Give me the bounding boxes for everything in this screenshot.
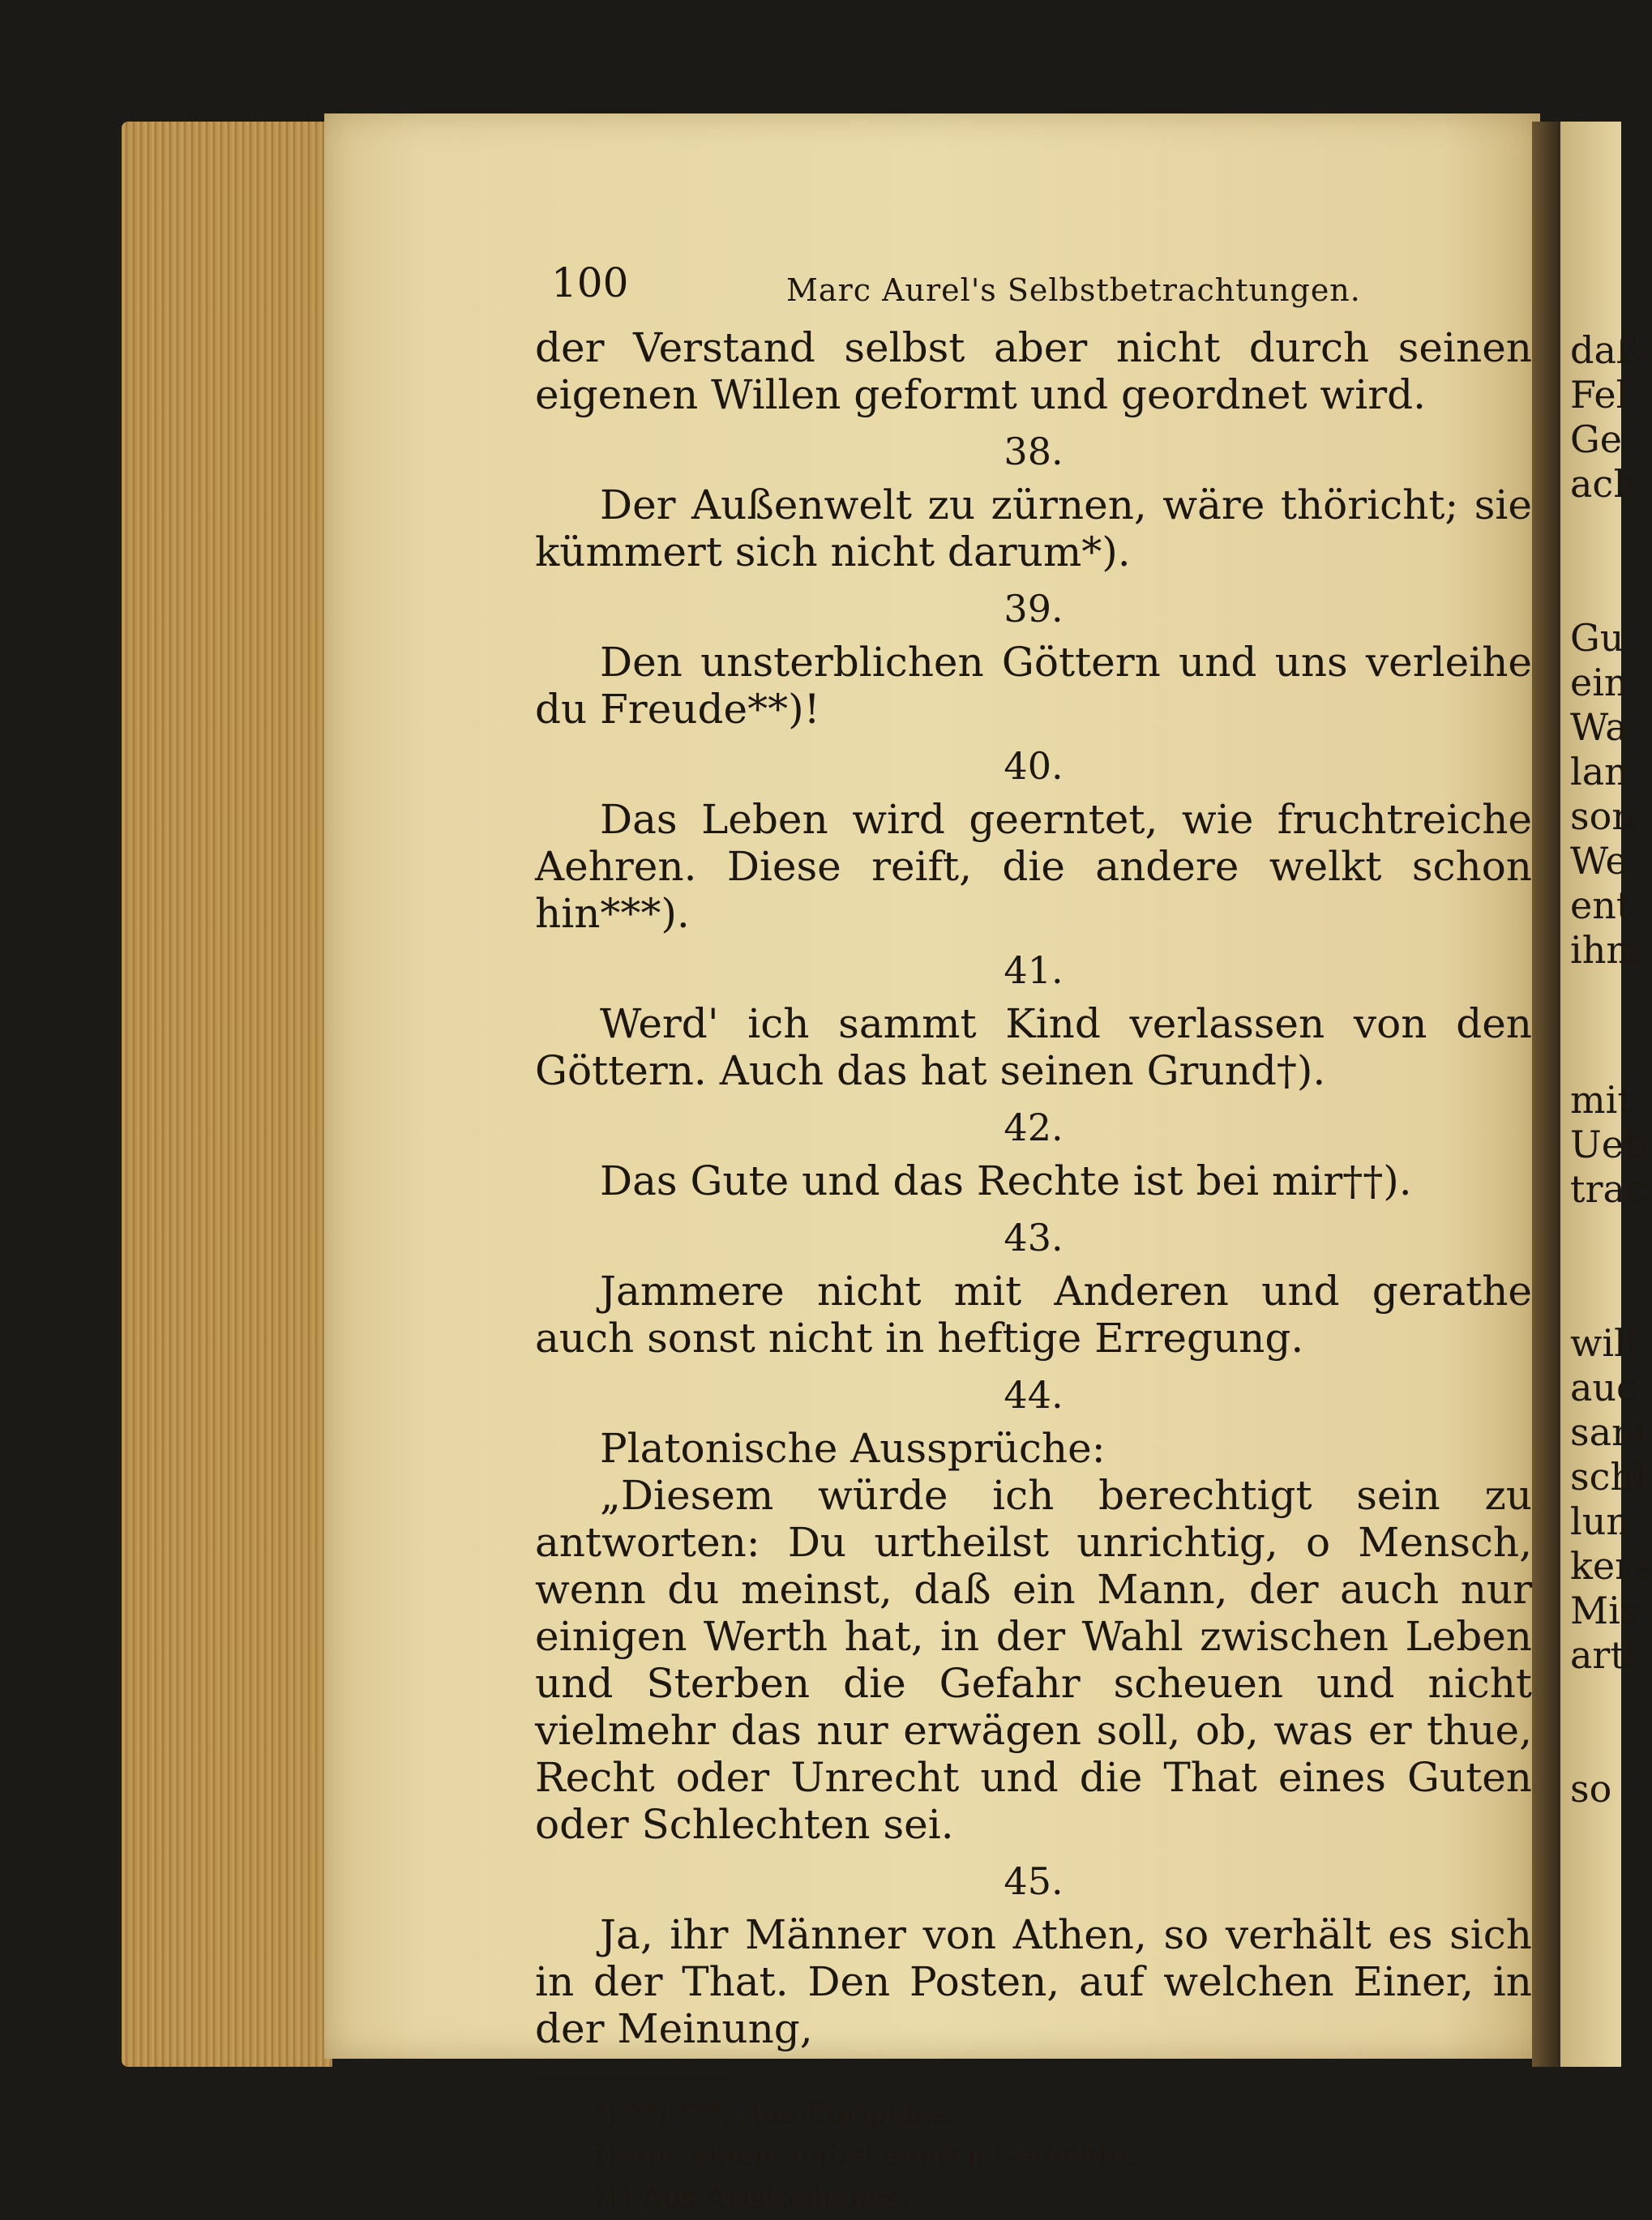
section-number: 44. (1004, 1373, 1064, 1417)
facing-page-text-fragment: mit (1570, 1078, 1633, 1122)
footnote-rule (535, 2077, 730, 2079)
running-title: Marc Aurel's Selbstbetrachtungen. (786, 272, 1361, 308)
book-gutter (1532, 122, 1564, 2067)
facing-page-text-fragment: ent (1570, 883, 1632, 927)
facing-page-text-fragment: ein (1570, 661, 1628, 704)
page-number: 100 (551, 259, 629, 306)
section-number: 39. (1004, 587, 1064, 631)
paragraph: Der Außenwelt zu zürnen, wäre thöricht; sie kümmert sich nicht darum*). (535, 481, 1532, 575)
page-header (535, 243, 1532, 324)
footnote: ††) Aus Aristophanes. (592, 2182, 910, 2215)
page-content (535, 243, 1532, 2220)
facing-page-text-fragment: so (1570, 1767, 1612, 1811)
paragraph: Werd' ich sammt Kind verlassen von den Göttern. Auch das hat seinen Grund†). (535, 1000, 1532, 1094)
paragraph: Das Gute und das Rechte ist bei mir††). (600, 1157, 1412, 1204)
footnotes (535, 2094, 1532, 2220)
facing-page-text-fragment: trac (1570, 1167, 1646, 1211)
book-page-edges (122, 122, 332, 2067)
section-number: 42. (1004, 1106, 1064, 1149)
facing-page-text-fragment: will (1570, 1321, 1638, 1365)
facing-page-text-fragment: ach (1570, 462, 1637, 506)
section-number: 43. (1004, 1216, 1064, 1260)
footnote: †) Aus einem unbekannten Gedichte. (592, 2140, 1136, 2173)
paragraph: Platonische Aussprüche: (600, 1425, 1106, 1472)
facing-page-text-fragment: ihm (1570, 928, 1641, 972)
facing-page-edge (1560, 122, 1652, 2067)
facing-page-text-fragment: son (1570, 794, 1636, 838)
facing-page-text-fragment: arti (1570, 1633, 1637, 1677)
section-number: 40. (1004, 744, 1064, 788)
paragraph: Den unsterblichen Göttern und uns verleihe du Freude**)! (535, 639, 1532, 733)
facing-page-text-fragment: We (1570, 839, 1628, 883)
paragraph: „Diesem würde ich berechtigt sein zu antworten: Du urtheilst unrichtig, o Mensch, wenn du meinst, daß ein Mann, der auch nur einigen Werth hat, in der Wahl zwischen Leben und Sterben die Gefahr scheuen und nicht vielmehr das nur erwägen soll, ob, was er thue, Recht oder Unrecht und die That eines Guten oder Schlechten sei. (535, 1472, 1532, 1848)
paragraph: Das Leben wird geerntet, wie fruchtreiche Aehren. Diese reift, die andere welkt schon hin***). (535, 796, 1532, 937)
facing-page-text-fragment: sam (1570, 1410, 1647, 1454)
facing-page-text-fragment: Mis (1570, 1589, 1640, 1632)
facing-page-text-fragment: Wa (1570, 705, 1628, 749)
section-number: 41. (1004, 948, 1064, 992)
footnote: *) **) ***) Aus Euripides. (592, 2098, 957, 2131)
paragraph: Ja, ihr Männer von Athen, so verhält es sich in der That. Den Posten, auf welchen Einer, in der Meinung, (535, 1911, 1532, 2052)
facing-page-text-fragment: lan (1570, 750, 1628, 793)
facing-page-text-fragment: Fel (1570, 373, 1628, 417)
page-body (535, 324, 1532, 2052)
section-number: 45. (1004, 1859, 1064, 1903)
facing-page-text-fragment: schl (1570, 1455, 1646, 1499)
facing-page-text-fragment: auc (1570, 1366, 1637, 1409)
facing-page-text-fragment: daß (1570, 328, 1641, 372)
facing-page-text-fragment: kers (1570, 1544, 1652, 1588)
facing-page-text-fragment: Ge (1570, 417, 1622, 461)
paragraph: Jammere nicht mit Anderen und gerathe auch sonst nicht in heftige Erregung. (535, 1268, 1532, 1362)
facing-page-text-fragment: Ueb (1570, 1123, 1648, 1166)
facing-page-text-fragment: lun (1570, 1499, 1630, 1543)
paragraph: der Verstand selbst aber nicht durch seinen eigenen Willen geformt und geordnet wird. (535, 324, 1532, 418)
section-number: 38. (1004, 430, 1064, 473)
facing-page-text-fragment: Gu (1570, 616, 1624, 660)
